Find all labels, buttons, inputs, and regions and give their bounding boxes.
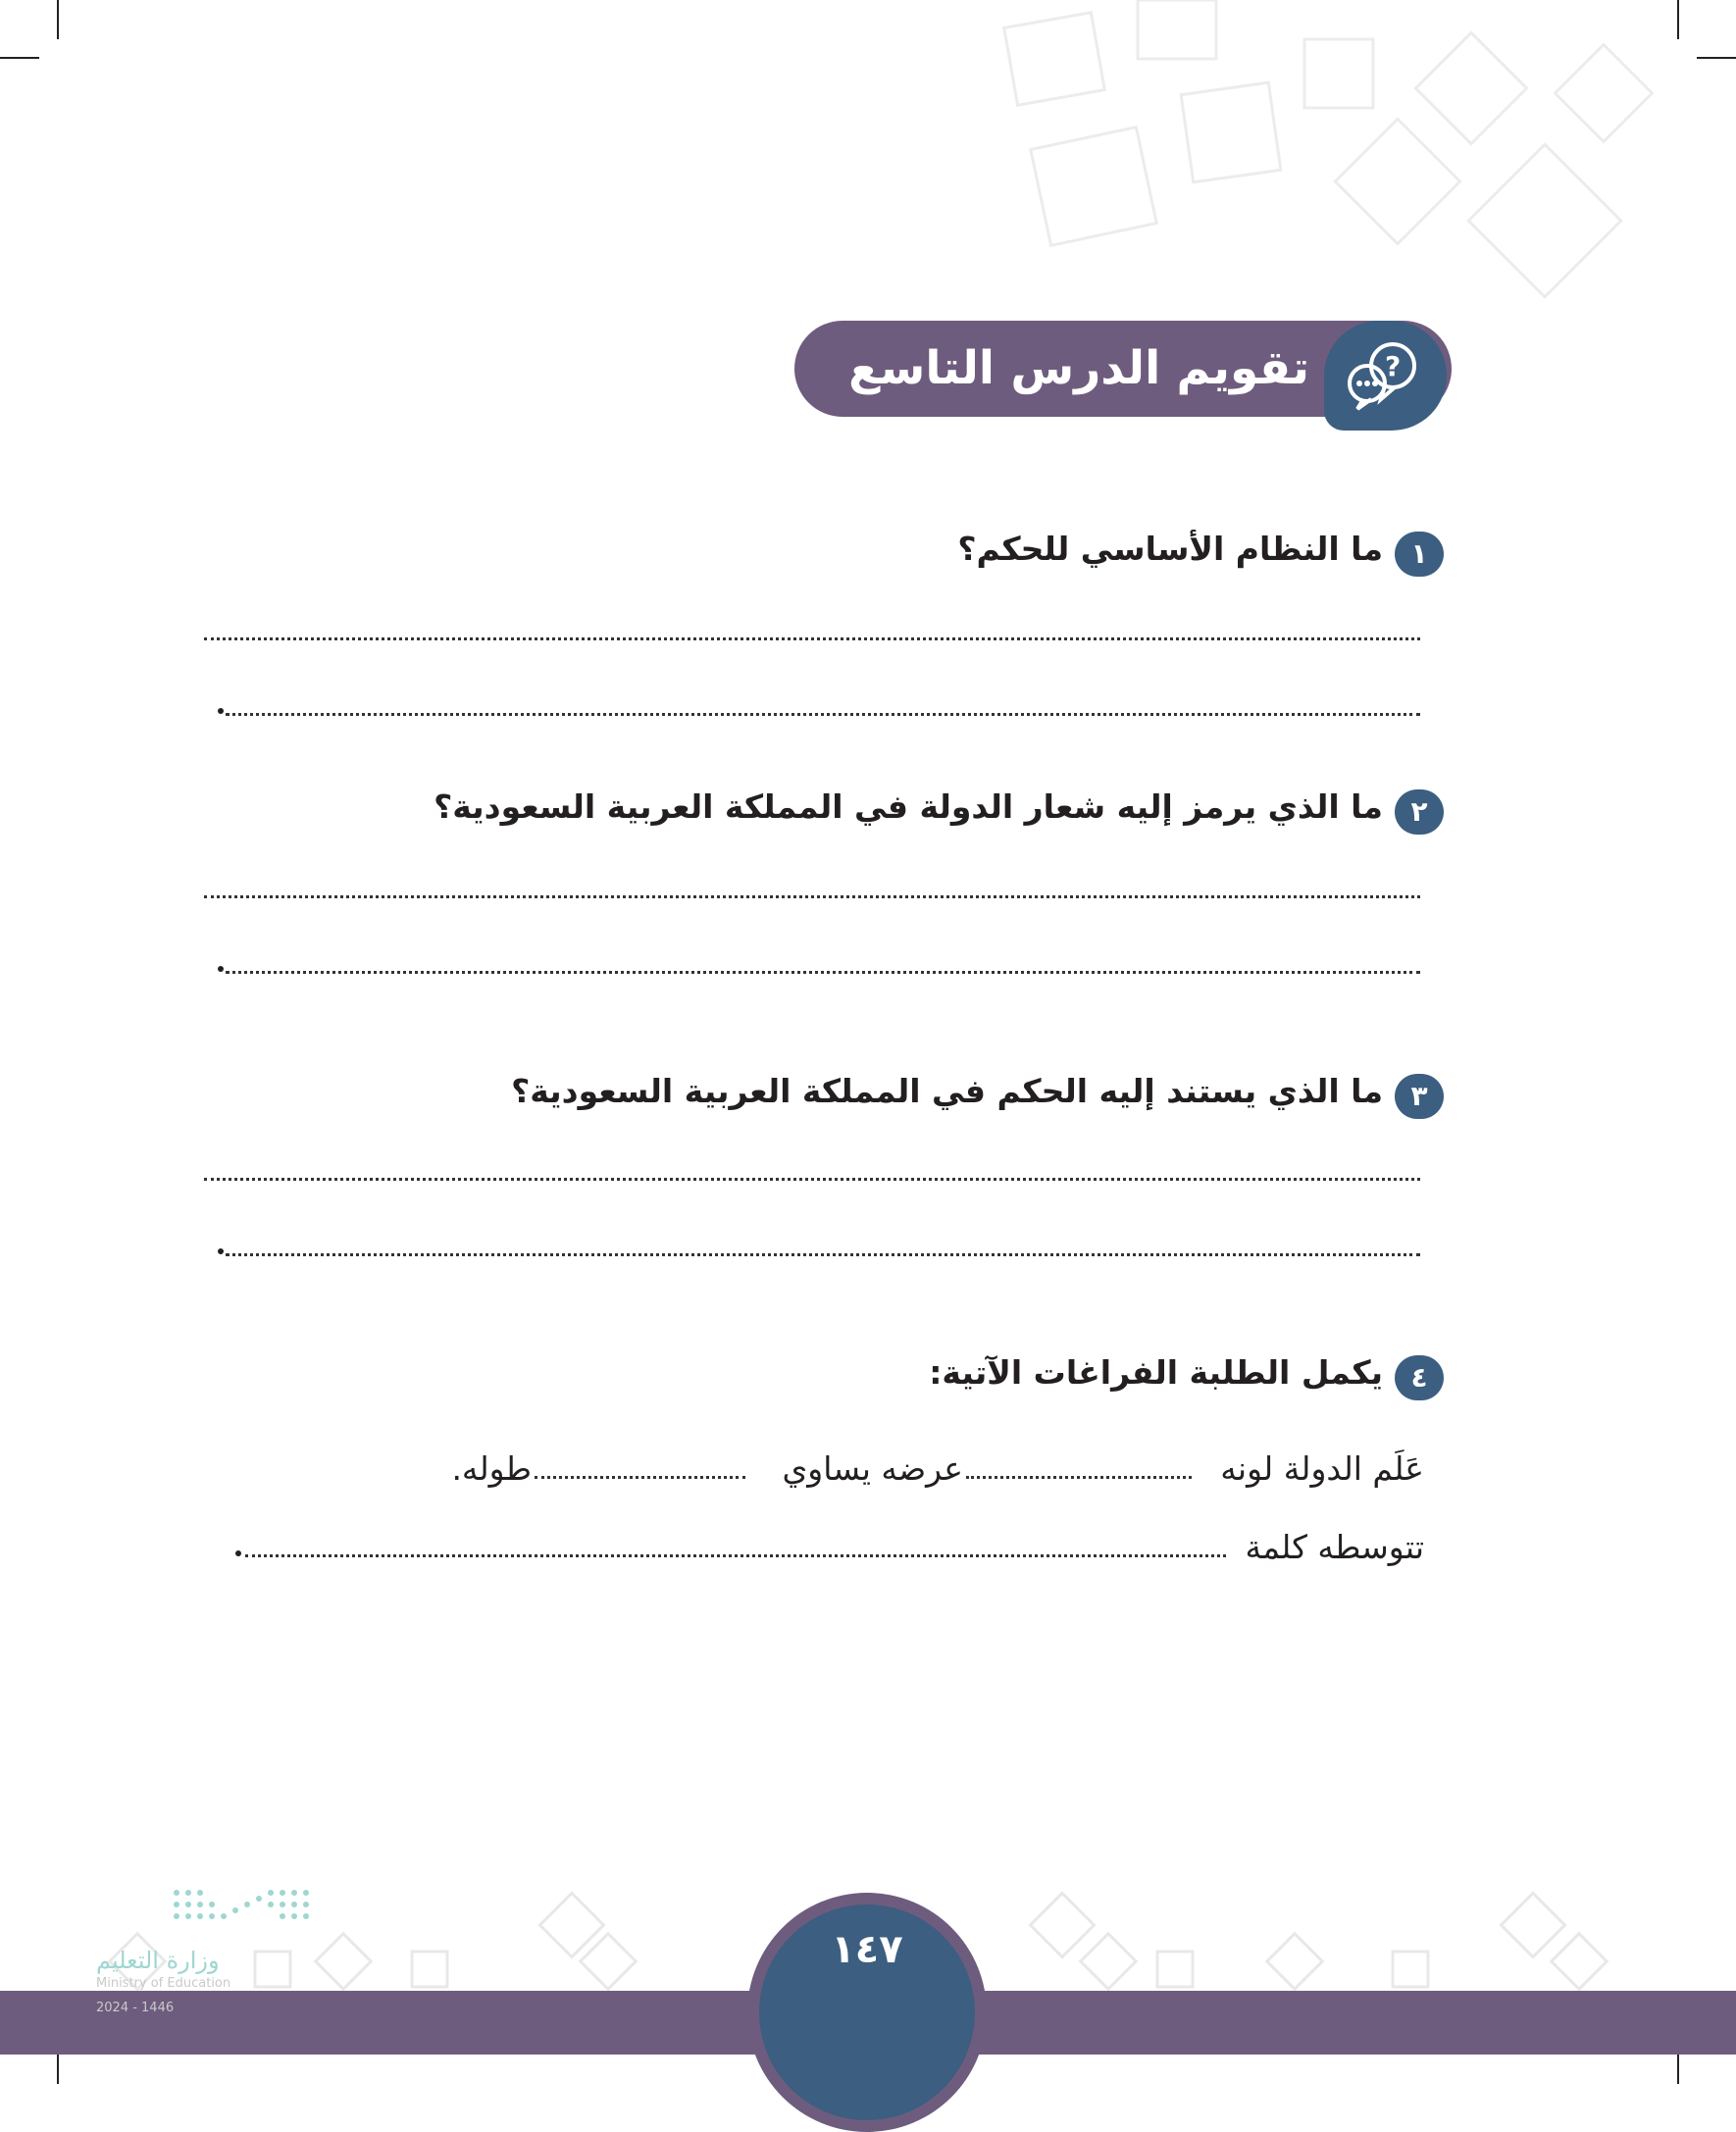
question-number-badge: ٣ [1395,1074,1444,1119]
blank-field[interactable] [535,1476,745,1479]
ministry-logo-icon [167,1883,324,1932]
question-text: يكمل الطلبة الفراغات الآتية: [929,1353,1383,1392]
blank-field[interactable] [245,1554,1226,1557]
crop-mark [57,0,59,39]
answer-line[interactable] [204,637,1420,640]
question-number-badge: ٤ [1395,1355,1444,1400]
answer-line[interactable] [204,1178,1420,1181]
fill-text: عرضه يساوي [782,1449,963,1488]
ministry-logo-text: وزارة التعليم [96,1947,220,1974]
answer-line[interactable] [226,1253,1420,1256]
answer-line[interactable] [226,971,1420,974]
speech-question-icon [1324,321,1447,431]
answer-line[interactable] [204,895,1420,898]
fill-text: تتوسطه كلمة [1245,1528,1424,1566]
question-text: ما الذي يرمز إليه شعار الدولة في المملكة العربية السعودية؟ [434,787,1383,826]
question-text: ما النظام الأساسي للحكم؟ [957,530,1383,568]
period-dot [218,966,224,972]
question-number-badge: ٢ [1395,789,1444,835]
crop-mark [1677,0,1679,39]
ministry-logo-subtitle: Ministry of Education [96,1976,231,1991]
question-number-badge: ١ [1395,532,1444,577]
question-text: ما الذي يستند إليه الحكم في المملكة العربية السعودية؟ [511,1072,1383,1110]
period-dot [218,1248,224,1254]
period-dot [235,1550,241,1556]
crop-mark [0,57,39,59]
fill-text: عَلَم الدولة لونه [1220,1449,1424,1488]
page-number: ١٤٧ [831,1927,903,1972]
svg-text:?: ? [1385,350,1402,382]
answer-line[interactable] [226,713,1420,716]
fill-text: طوله. [451,1449,532,1488]
crop-mark [1697,57,1736,59]
decorative-pattern [981,0,1677,333]
blank-field[interactable] [966,1476,1192,1479]
page-title: تقويم الدرس التاسع عشر [848,341,1309,491]
ministry-logo-year: 2024 - 1446 [96,2001,175,2015]
period-dot [218,708,224,714]
